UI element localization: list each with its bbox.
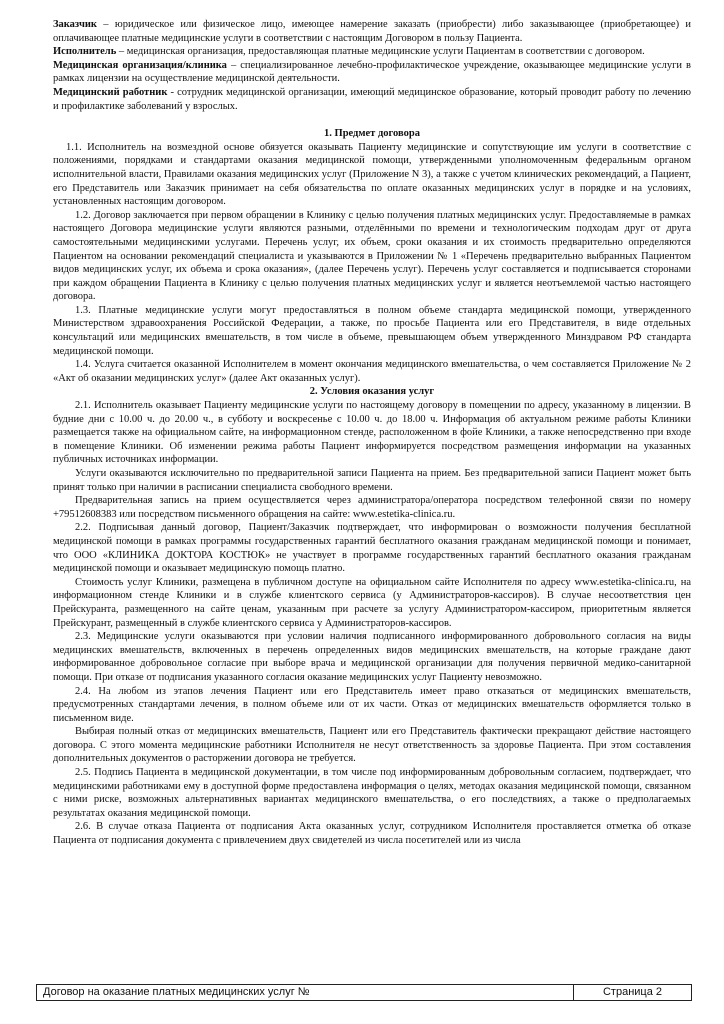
paragraph-appointments: Услуги оказываются исключительно по предварительной записи Пациента на прием. Без предварительной записи Пациент может быть принят только при наличии в расписании специалиста свободного времени. [53,468,691,493]
clause-1-2: 1.2. Договор заключается при первом обращении в Клинику с целью получения платных медицинских услуг. Предоставляемые в рамках настоящего Договора медицинские услуги являются разными, отделёнными по времени и технологическим подходам друг от друга самостоятельными медицинскими услугами. Перечень услуг, их объем, сроки оказания и их стоимость предварительно определяются Пациентом на основании рекомендаций специалиста и указываются в Приложении № 1 «Перечень предварительно выбранных Пациентом видов медицинских услуг, их объема и срока оказания», (далее Перечень услуг). Перечень услуг составляется и подписывается сторонами при каждом обращении Пациента в Клинику с целью получения платных медицинских услуг и является неотъемлемой частью настоящего договора. [53,209,691,303]
page-footer [36,984,692,1001]
definition-clinic: Медицинская организация/клиника – специализированное лечебно-профилактическое учреждение, оказывающее медицинские услуги в рамках лицензии на осуществление медицинской деятельности. [53,59,691,85]
definition-term: Исполнитель [53,46,117,58]
clause-2-3: 2.3. Медицинские услуги оказываются при условии наличия подписанного информированного добровольного согласия на виды медицинских вмешательств, включенных в перечень определенных видов медицинских вмешательств, на которые граждане дают информированное добровольное согласие при выборе врача и медицинской организации для получения первичной медико-санитарной помощи. При отказе от подписания указанного согласия оказание медицинских услуг Пациенту невозможно. [53,631,691,683]
definition-term: Медицинская организация/клиника [53,59,227,71]
paragraph-full-refusal: Выбирая полный отказ от медицинских вмешательств, Пациент или его Представитель фактически прекращают действие настоящего договора. С этого момента медицинские работники Исполнителя не несут ответственность за здоровье Пациента. При этом составления дополнительных документов о расторжении договора не требуется. [53,726,691,765]
definition-text: медицинская организация, предоставляющая платные медицинские услуги Пациентам в соответствии с договором. [126,46,645,58]
clause-2-6: 2.6. В случае отказа Пациента от подписания Акта оказанных услуг, сотрудником Исполнителя проставляется отметка об отказе Пациента от подписания документа с привлечением двух свидетелей из числа посетителей или из числа [53,821,691,847]
document-page [53,18,691,970]
spacer [53,113,691,127]
clause-1-3: 1.3. Платные медицинские услуги могут предоставляться в полном объеме стандарта медицинской помощи, утвержденного Министерством здравоохранения Российской Федерации, а также, по просьбе Пациента или его Представителя, в виде отдельных консультаций или медицинских вмешательств, в том числе в объеме, превышающем объем утвержденного Минздравом РФ стандарта медицинской помощи. [53,304,691,357]
definition-customer: Заказчик – юридическое или физическое лицо, имеющее намерение заказать (приобрести) либо заказывающее (приобретающее) и оплачивающее платные медицинские услуги в соответствии с настоящим Договором в пользу Пациента. [53,19,691,44]
definition-medical-worker: Медицинский работник - сотрудник медицинской организации, имеющий медицинское образование, который проводит работу по лечению и профилактике заболеваний у взрослых. [53,86,691,112]
clause-2-1: 2.1. Исполнитель оказывает Пациенту медицинские услуги по настоящему договору в помещении по адресу, указанному в лицензии. В будние дни с 10.00 ч. до 20.00 ч., в субботу и воскресенье с 10.00 ч. до 18.00 ч. Информация об актуальном режиме работы Клиники размещается также на официальном сайте, на информационном стенде, расположенном в фойе Клиники, а также непосредственно при входе в помещение Клиники. Об изменении режима работы Пациент информируется посредством размещения информации на указанных публичных источниках информации. [53,400,691,466]
clause-2-2: 2.2. Подписывая данный договор, Пациент/Заказчик подтверждает, что информирован о возможности получения бесплатной медицинской помощи в рамках программы государственных гарантий бесплатного оказания гражданам медицинской помощи и понимает, что ООО «КЛИНИКА ДОКТОРА КОСТЮК» не участвует в программе государственных гарантий бесплатного оказания гражданам медицинской помощи и оказывает медицинскую помощь платно. [53,522,691,575]
definition-executor: Исполнитель – медицинская организация, предоставляющая платные медицинские услуги Пациентам в соответствии с договором. [53,46,645,58]
clause-1-1: 1.1. Исполнитель на возмездной основе обязуется оказывать Пациенту медицинские и сопутствующие им услуги в соответствие с положениями, порядками и стандартами оказания медицинской помощи, утвержденными уполномоченным федеральным органом исполнительной власти, Правилами оказания медицинских услуг (Приложение N 3), а также с учетом клинических рекомендаций, а Пациент, его Представитель или Заказчик принимает на себя обязательства по оплате оказанных медицинских услуг в порядке и на условиях, установленных настоящим договором. [53,141,691,208]
clause-2-4: 2.4. На любом из этапов лечения Пациент или его Представитель имеет право отказаться от медицинских вмешательств, предусмотренных стандартами лечения, в полном объеме или от их части. Отказ от медицинских вмешательств оформляется только в письменном виде. [53,685,691,724]
footer-contract-title: Договор на оказание платных медицинских услуг № [37,985,574,1000]
footer-page-number: Страница 2 [602,986,663,998]
definition-term: Медицинский работник [53,86,168,98]
paragraph-booking: Предварительная запись на прием осуществляется через администратора/оператора посредством телефонной связи по номеру +79512608383 или посредством письменного обращения на сайте: www.estetika-clinica.ru. [53,495,691,520]
paragraph-pricing: Стоимость услуг Клиники, размещена в публичном доступе на официальном сайте Исполнителя по адресу www.estetika-clinica.ru, на информационном стенде Клиники и в службе клиентского сервиса (у Администраторов-кассиров). В случае несоответствия цен Прейскуранта, размещенного на сайте ценам, указанным при расчете за услугу Администратором-кассиром, приоритетным является Прейскурант, размещенный в службе клиентского сервиса у Администраторов-кассиров. [53,576,691,629]
clause-1-4: 1.4. Услуга считается оказанной Исполнителем в момент окончания медицинского вмешательства, о чем составляется Приложение № 2 «Акт об оказании медицинских услуг» (далее Акт оказанных услуг). [53,359,691,384]
definition-text: юридическое или физическое лицо, имеющее намерение заказать (приобрести) либо заказывающее (приобретающее) и оплачивающее платные медицинские услуги в соответствии с настоящим Договором в пользу Пациента. [53,19,691,44]
definition-text: специализированное лечебно-профилактическое учреждение, оказывающее медицинские услуги в рамках лицензии на осуществление медицинской деятельности. [53,59,691,85]
document-body [53,18,691,848]
definition-term: Заказчик [53,19,97,30]
clause-2-5: 2.5. Подпись Пациента в медицинской документации, в том числе под информированным добровольным согласием, подтверждает, что медицинскими работниками ему в доступной форме предоставлена информация о целях, методах оказания медицинской помощи, связанном с ними риске, возможных альтернативных вариантах медицинского вмешательства, о его последствиях, а также о предполагаемых результатах оказания медицинской помощи. [53,767,691,819]
definition-text: сотрудник медицинской организации, имеющий медицинское образование, который проводит работу по лечению и профилактике заболеваний у взрослых. [53,86,691,112]
section-1-title: 1. Предмет договора [324,128,420,140]
section-2-title: 2. Условия оказания услуг [309,386,435,398]
